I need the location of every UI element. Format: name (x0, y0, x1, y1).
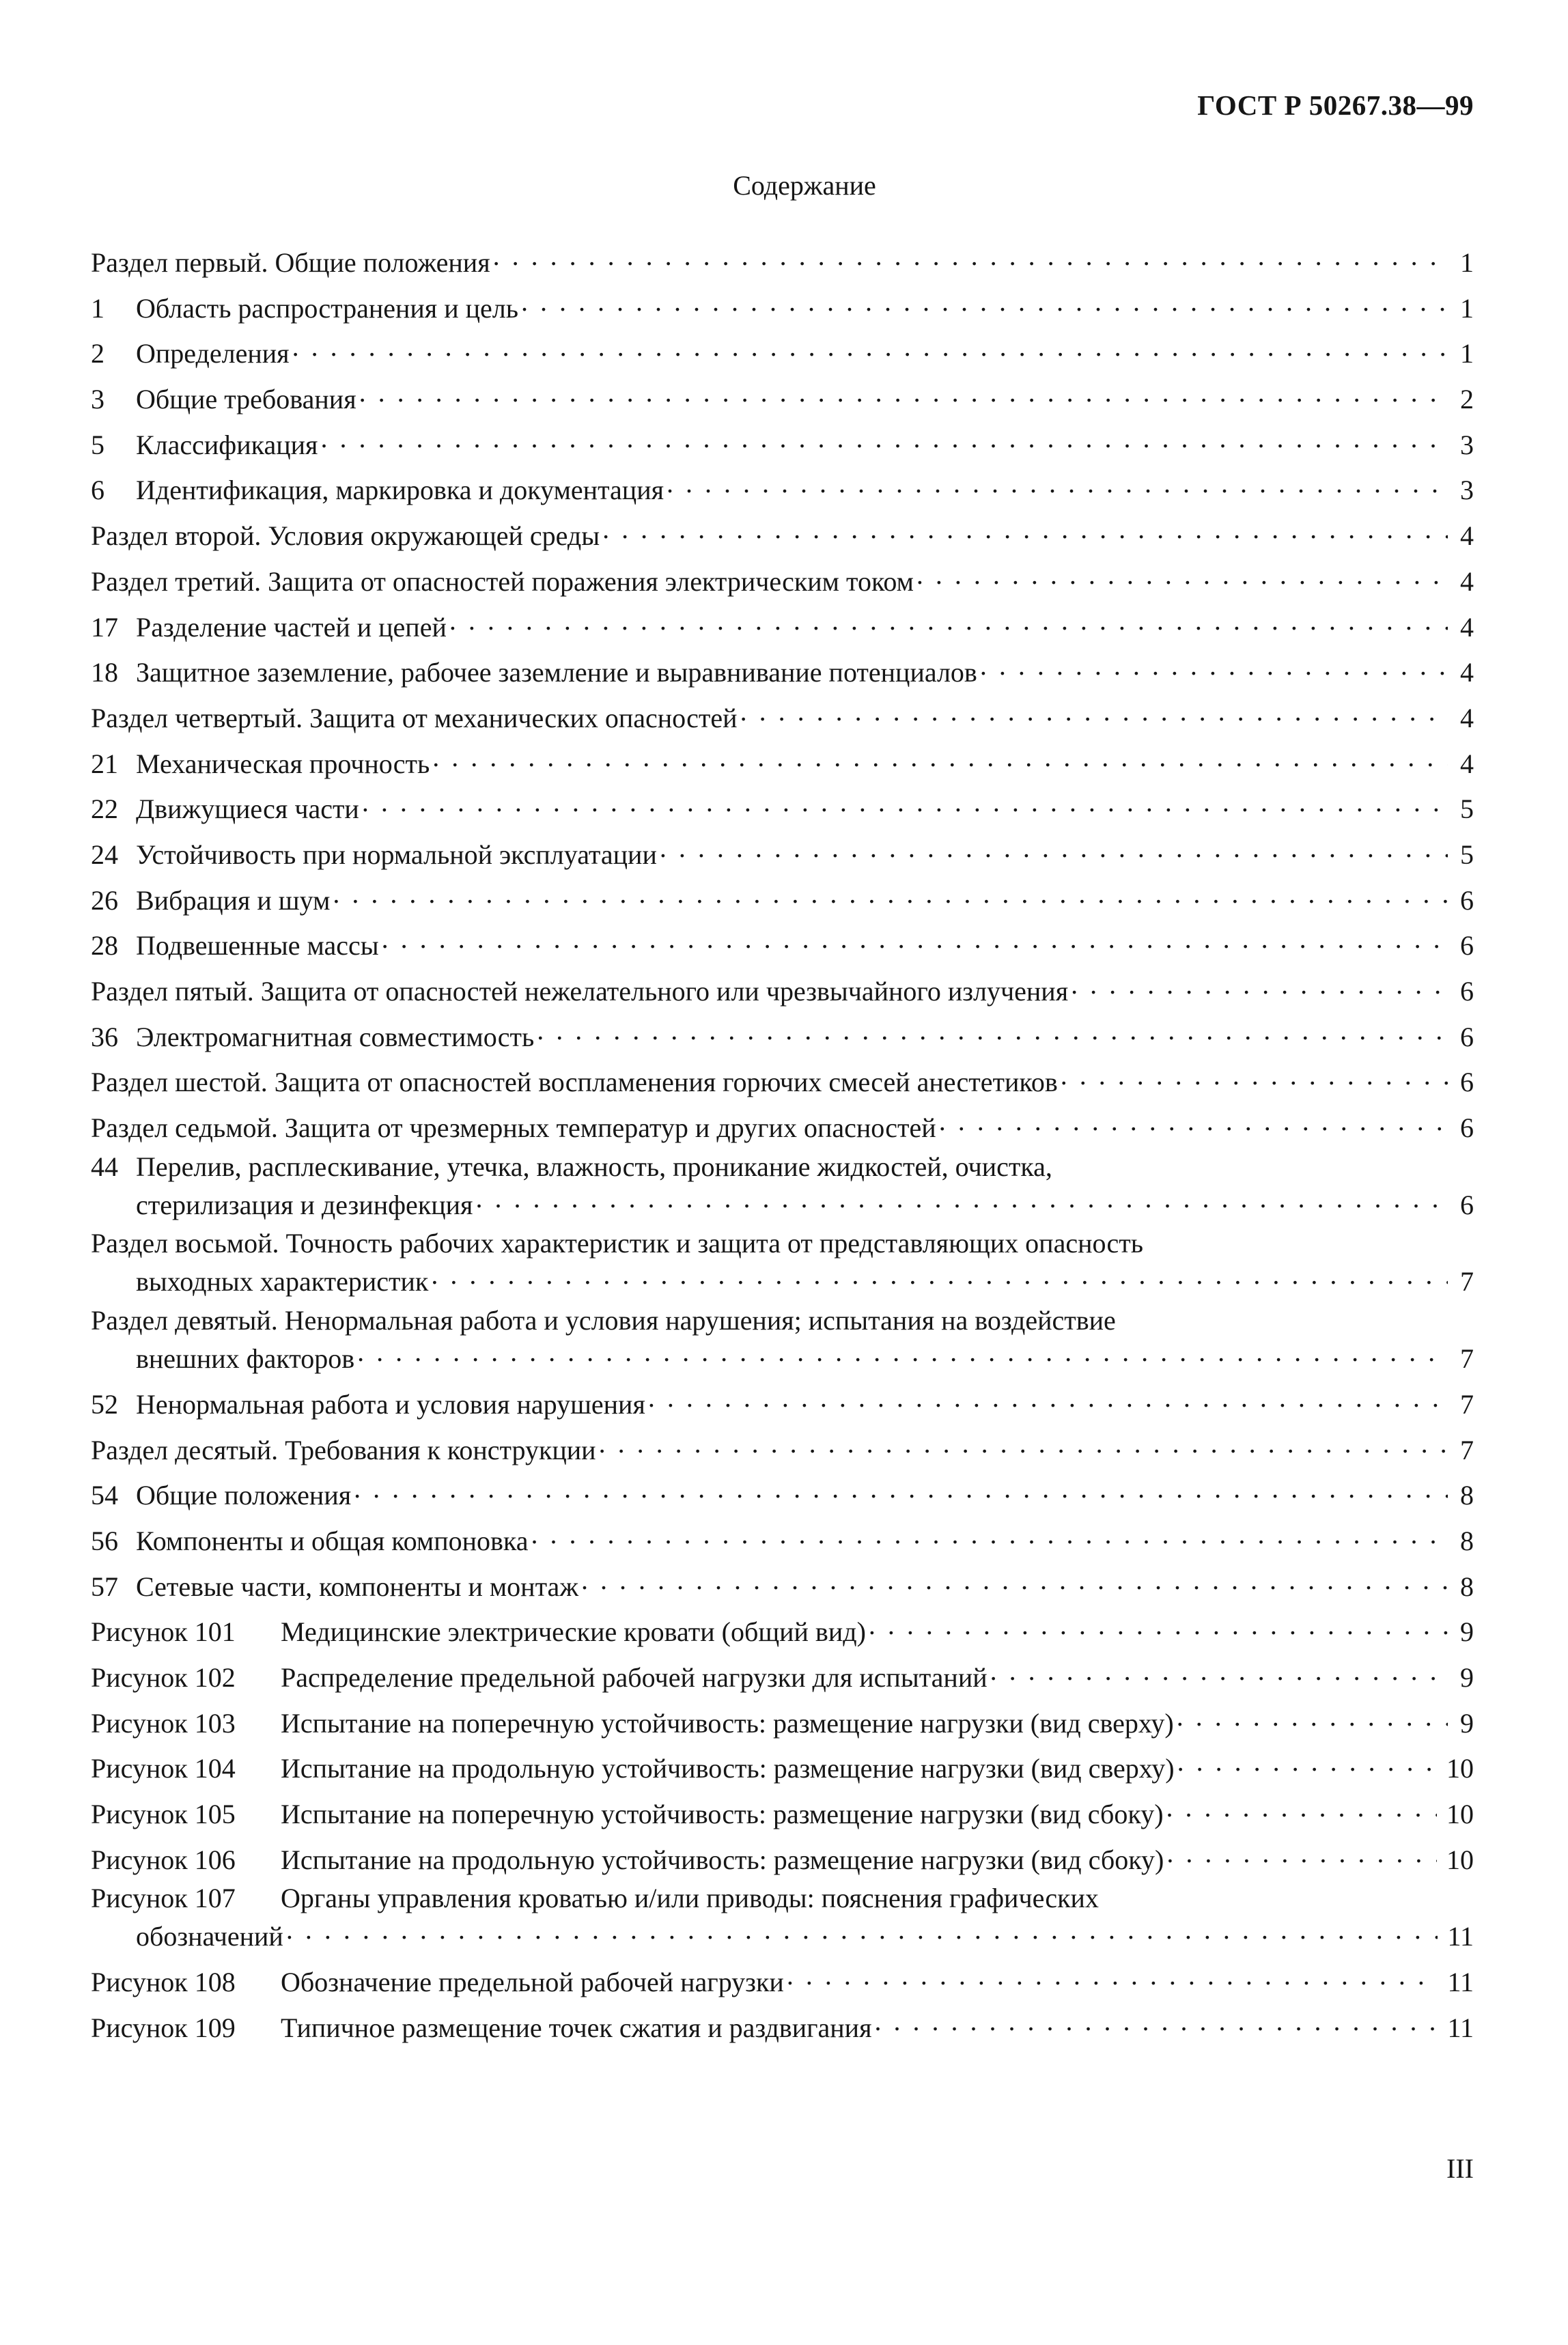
toc-page-number: 6 (1460, 1112, 1474, 1144)
section-number: 52 (91, 1388, 118, 1420)
toc-page-number: 11 (1447, 1967, 1474, 1998)
toc-page-number: 6 (1460, 884, 1474, 916)
dot-leader (359, 377, 1448, 408)
section-number: 2 (91, 338, 104, 369)
toc-entry-title: Разделение частей и цепей (136, 611, 447, 643)
toc-page-number: 10 (1446, 1844, 1474, 1875)
dot-leader (362, 787, 1448, 818)
toc-entry-title: Электромагнитная совместимость (136, 1021, 535, 1052)
dot-leader (1071, 969, 1448, 1000)
dot-leader (537, 1015, 1448, 1046)
dot-leader (1177, 1701, 1448, 1732)
figure-number: Рисунок 107 (91, 1883, 236, 1914)
toc-entry (91, 1015, 1474, 1061)
toc-entry-title: Область распространения и цель (136, 292, 518, 324)
toc-entry (91, 514, 1474, 559)
toc-entry-title: Испытание на поперечную устойчивость: размещение нагрузки (вид сверху) (281, 1707, 1174, 1739)
toc-entry-title: Общие требования (136, 384, 356, 415)
toc-page-number: 8 (1460, 1525, 1474, 1556)
toc-entry (91, 832, 1474, 878)
figure-number: Рисунок 109 (91, 2012, 236, 2043)
dot-leader (667, 468, 1448, 499)
dot-leader (939, 1106, 1448, 1137)
toc-entry (91, 1305, 1474, 1382)
dot-leader (333, 878, 1448, 910)
table-of-contents (91, 240, 1474, 2051)
toc-entry (91, 1610, 1474, 1655)
dot-leader (1177, 1746, 1437, 1778)
section-number: 26 (91, 884, 118, 916)
toc-entry (91, 2006, 1474, 2051)
toc-page-number: 4 (1460, 520, 1474, 552)
toc-entry-continuation: выходных характеристик (136, 1266, 429, 1297)
toc-page-number: 9 (1460, 1661, 1474, 1693)
toc-entry (91, 1473, 1474, 1519)
toc-entry-continuation: обозначений (136, 1921, 283, 1952)
toc-page-number: 4 (1460, 565, 1474, 597)
dot-leader (990, 1655, 1448, 1687)
toc-entry-title: Механическая прочность (136, 748, 430, 779)
toc-page-number: 6 (1460, 1067, 1474, 1098)
toc-page-number: 4 (1460, 702, 1474, 733)
dot-leader (354, 1473, 1448, 1504)
section-number: 1 (91, 292, 104, 324)
toc-page-number: 7 (1460, 1434, 1474, 1465)
dot-leader (292, 331, 1448, 363)
section-number: 28 (91, 930, 118, 961)
toc-entry-title: Испытание на продольную устойчивость: размещение нагрузки (вид сверху) (281, 1753, 1175, 1784)
toc-entry-title: Раздел седьмой. Защита от чрезмерных температур и других опасностей (91, 1112, 936, 1144)
toc-entry-title: Обозначение предельной рабочей нагрузки (281, 1967, 784, 1998)
section-number: 17 (91, 611, 118, 643)
dot-leader (787, 1960, 1438, 1991)
toc-page-number: 5 (1460, 794, 1474, 825)
toc-page-number: 6 (1460, 976, 1474, 1007)
toc-entry-title: Классификация (136, 429, 318, 460)
dot-leader (1166, 1792, 1437, 1823)
toc-page-number: 9 (1460, 1616, 1474, 1648)
toc-entry-title: Испытание на поперечную устойчивость: размещение нагрузки (вид сбоку) (281, 1799, 1164, 1829)
toc-page-number: 1 (1460, 292, 1474, 324)
toc-page-number: 4 (1460, 748, 1474, 779)
toc-entry (91, 1106, 1474, 1151)
section-number: 18 (91, 657, 118, 688)
dot-leader (382, 923, 1448, 955)
toc-entry-title: Испытание на продольную устойчивость: размещение нагрузки (вид сбоку) (281, 1844, 1164, 1875)
toc-entry-title: Органы управления кроватью и/или приводы: пояснения графических (281, 1883, 1099, 1914)
toc-entry (91, 1428, 1474, 1474)
dot-leader (599, 1428, 1448, 1459)
toc-page-number: 5 (1460, 839, 1474, 870)
figure-number: Рисунок 103 (91, 1707, 236, 1739)
toc-entry-title: Раздел четвертый. Защита от механических опасностей (91, 702, 738, 733)
toc-title: Содержание (733, 170, 876, 201)
toc-page-number: 6 (1460, 1021, 1474, 1052)
toc-entry-title: Раздел девятый. Ненормальная работа и условия нарушения; испытания на воздействие (91, 1305, 1116, 1336)
toc-entry (91, 559, 1474, 605)
dot-leader (320, 423, 1448, 454)
toc-entry (91, 1960, 1474, 2006)
toc-entry-title: Раздел первый. Общие положения (91, 247, 490, 278)
section-number: 24 (91, 839, 118, 870)
figure-number: Рисунок 104 (91, 1753, 236, 1784)
toc-entry (91, 1746, 1474, 1792)
toc-entry (91, 650, 1474, 696)
toc-entry (91, 878, 1474, 924)
toc-page-number: 11 (1447, 1921, 1474, 1952)
dot-leader (916, 559, 1448, 591)
toc-entry-title: Движущиеся части (136, 794, 359, 825)
toc-entry (91, 1151, 1474, 1228)
dot-leader (740, 696, 1448, 727)
toc-page-number: 8 (1460, 1571, 1474, 1602)
toc-page-number: 7 (1460, 1388, 1474, 1420)
toc-entry-title: Компоненты и общая компоновка (136, 1525, 529, 1556)
toc-entry (91, 423, 1474, 468)
dot-leader (431, 1259, 1448, 1291)
toc-entry-title: Защитное заземление, рабочее заземление и выравнивание потенциалов (136, 657, 977, 688)
toc-entry (91, 787, 1474, 832)
toc-entry (91, 1701, 1474, 1747)
toc-entry-title: Раздел восьмой. Точность рабочих характеристик и защита от представляющих опасность (91, 1228, 1143, 1259)
section-number: 56 (91, 1525, 118, 1556)
toc-entry (91, 1228, 1474, 1305)
section-number: 6 (91, 475, 104, 506)
dot-leader (980, 650, 1448, 682)
toc-entry-title: Раздел третий. Защита от опасностей поражения электрическим током (91, 565, 914, 597)
toc-entry-title: Вибрация и шум (136, 884, 331, 916)
toc-entry (91, 969, 1474, 1015)
toc-page-number: 6 (1460, 930, 1474, 961)
toc-page-number: 7 (1460, 1343, 1474, 1375)
toc-entry-title: Типичное размещение точек сжатия и раздвигания (281, 2012, 872, 2043)
section-number: 21 (91, 748, 118, 779)
toc-page-number: 4 (1460, 657, 1474, 688)
dot-leader (602, 514, 1448, 545)
dot-leader (581, 1564, 1448, 1596)
figure-number: Рисунок 108 (91, 1967, 236, 1998)
dot-leader (475, 1183, 1448, 1214)
toc-entry-continuation: стерилизация и дезинфекция (136, 1189, 473, 1220)
toc-entry-title: Идентификация, маркировка и документация (136, 475, 664, 506)
toc-entry-continuation: внешних факторов (136, 1343, 355, 1375)
page-number: III (1446, 2153, 1474, 2184)
toc-entry-title: Раздел пятый. Защита от опасностей нежелательного или чрезвычайного излучения (91, 976, 1069, 1007)
dot-leader (648, 1382, 1448, 1414)
document-code: ГОСТ Р 50267.38—99 (1197, 89, 1474, 121)
toc-entry-title: Ненормальная работа и условия нарушения (136, 1388, 645, 1420)
figure-number: Рисунок 106 (91, 1844, 236, 1875)
dot-leader (286, 1914, 1438, 1946)
toc-entry-title: Медицинские электрические кровати (общий вид) (281, 1616, 866, 1648)
toc-entry-title: Раздел второй. Условия окружающей среды (91, 520, 600, 552)
figure-number: Рисунок 102 (91, 1661, 236, 1693)
toc-page-number: 3 (1460, 475, 1474, 506)
toc-page-number: 7 (1460, 1266, 1474, 1297)
toc-entry (91, 1655, 1474, 1701)
dot-leader (874, 2006, 1438, 2037)
toc-entry-title: Раздел десятый. Требования к конструкции (91, 1434, 596, 1465)
dot-leader (531, 1519, 1448, 1550)
toc-page-number: 3 (1460, 429, 1474, 460)
toc-entry (91, 1792, 1474, 1838)
toc-page-number: 6 (1460, 1189, 1474, 1220)
toc-page-number: 2 (1460, 384, 1474, 415)
section-number: 57 (91, 1571, 118, 1602)
toc-entry (91, 240, 1474, 286)
toc-entry (91, 1564, 1474, 1610)
dot-leader (521, 286, 1448, 318)
dot-leader (432, 742, 1448, 773)
toc-entry-title: Перелив, расплескивание, утечка, влажность, проникание жидкостей, очистка, (136, 1151, 1052, 1182)
toc-entry (91, 1382, 1474, 1428)
toc-entry (91, 1060, 1474, 1106)
section-number: 36 (91, 1021, 118, 1052)
figure-number: Рисунок 105 (91, 1799, 236, 1829)
toc-entry-title: Устойчивость при нормальной эксплуатации (136, 839, 657, 870)
toc-entry (91, 331, 1474, 377)
toc-entry (91, 377, 1474, 423)
toc-page-number: 4 (1460, 611, 1474, 643)
toc-page-number: 9 (1460, 1707, 1474, 1739)
toc-entry (91, 605, 1474, 651)
dot-leader (660, 832, 1448, 864)
toc-page-number: 10 (1446, 1799, 1474, 1829)
toc-entry (91, 1838, 1474, 1883)
section-number: 3 (91, 384, 104, 415)
toc-entry-title: Сетевые части, компоненты и монтаж (136, 1571, 578, 1602)
dot-leader (449, 605, 1448, 636)
toc-entry-title: Раздел шестой. Защита от опасностей воспламенения горючих смесей анестетиков (91, 1067, 1058, 1098)
toc-entry-title: Распределение предельной рабочей нагрузки для испытаний (281, 1661, 988, 1693)
toc-entry-title: Определения (136, 338, 290, 369)
toc-entry (91, 468, 1474, 514)
section-number: 22 (91, 794, 118, 825)
toc-entry (91, 1519, 1474, 1564)
toc-page-number: 10 (1446, 1753, 1474, 1784)
toc-page-number: 1 (1460, 338, 1474, 369)
toc-entry (91, 923, 1474, 969)
toc-page-number: 11 (1447, 2012, 1474, 2043)
section-number: 54 (91, 1480, 118, 1511)
section-number: 44 (91, 1151, 118, 1182)
dot-leader (869, 1610, 1448, 1641)
toc-entry (91, 286, 1474, 332)
dot-leader (1061, 1060, 1448, 1091)
toc-page-number: 8 (1460, 1480, 1474, 1511)
dot-leader (1166, 1838, 1437, 1869)
toc-page-number: 1 (1460, 247, 1474, 278)
toc-entry (91, 1883, 1474, 1960)
toc-entry-title: Общие положения (136, 1480, 352, 1511)
toc-entry-title: Подвешенные массы (136, 930, 379, 961)
figure-number: Рисунок 101 (91, 1616, 236, 1648)
dot-leader (357, 1336, 1448, 1368)
dot-leader (493, 240, 1448, 272)
toc-entry (91, 696, 1474, 742)
section-number: 5 (91, 429, 104, 460)
toc-entry (91, 742, 1474, 787)
